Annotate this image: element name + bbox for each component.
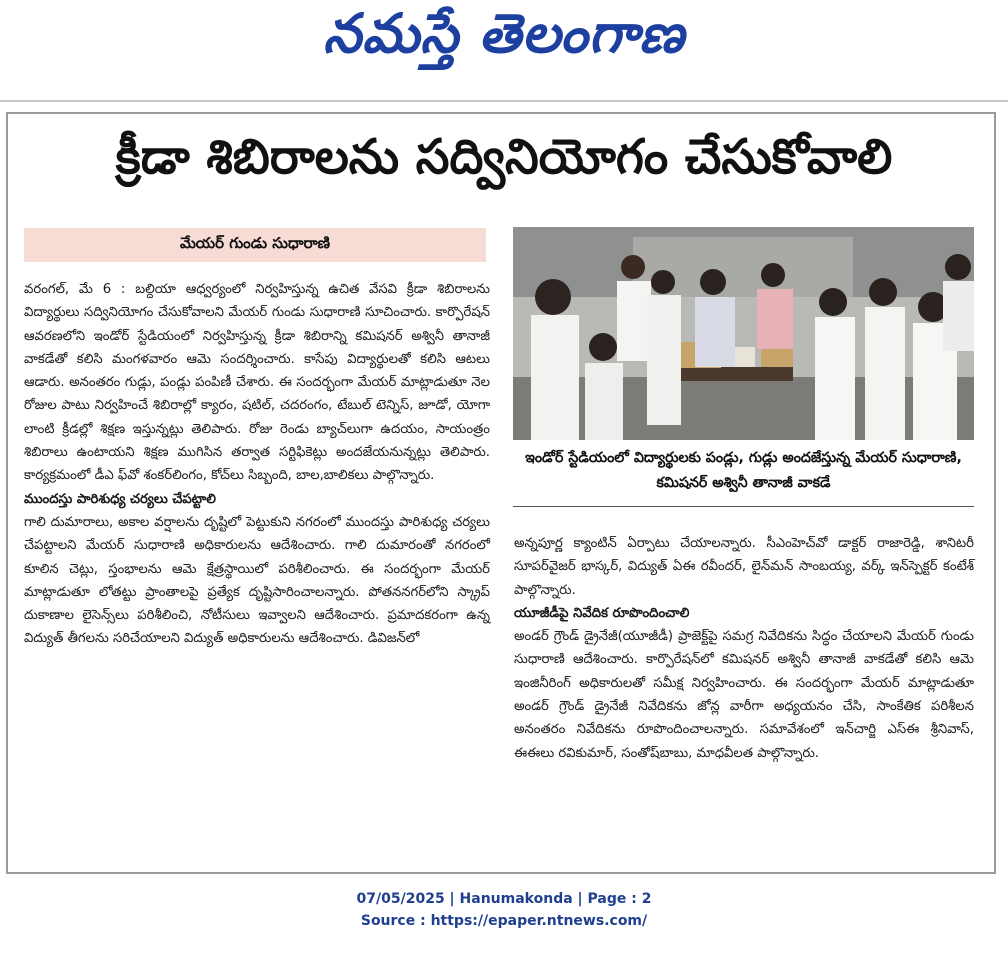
photo-caption: ఇండోర్ స్టేడియంలో విద్యార్థులకు పండ్లు, గుడ్లు అందజేస్తున్న మేయర్ సుధారాణి, కమిషనర్ అశ్వినీ తానాజీ వాకడే — [525, 450, 962, 491]
section-subhead: యూజీడీపై నివేదిక రూపొందించాలి — [514, 605, 690, 621]
newspaper-logo: నమస్తే తెలంగాణ — [323, 1, 685, 65]
masthead-divider — [0, 100, 1008, 102]
article-headline-box — [14, 122, 994, 204]
article-photo — [513, 227, 974, 440]
byline-box — [24, 228, 486, 262]
byline: మేయర్ గుండు సుధారాణి — [179, 234, 331, 252]
photo-illustration — [513, 227, 974, 440]
footer-source: Source : https://epaper.ntnews.com/ — [360, 913, 648, 929]
body-paragraph: వరంగల్, మే 6 : బల్దియా ఆధ్వర్యంలో నిర్వహిస్తున్న ఉచిత వేసవి క్రీడా శిబిరాలను విద్యార్థులు సద్వినియోగం చేసుకోవాలని మేయర్ గుండు సుధారాణి సూచించారు. కార్పొరేషన్ ఆవరణలోని ఇండోర్ స్టేడియంలో నిర్వహిస్తున్న క్రీడా శిబిరాన్ని కమిషనర్ అశ్వినీ తానాజీ వాకడేతో కలిసి మంగళవారం ఆమె సందర్శించారు. కాసేపు విద్యార్థులతో కలిసి ఆటలు ఆడారు. అనంతరం గుడ్లు, పండ్లు పంపిణీ చేశారు. ఈ సందర్భంగా మేయర్ మాట్లాడుతూ నెల రోజుల పాటు నిర్వహించే శిబిరాల్లో క్యారం, షటిల్, చదరంగం, టేబుల్ టెన్నిస్, జూడో, యోగా లాంటి క్రీడల్లో శిక్షణ ఇస్తున్నట్లు తెలిపారు. రోజు రెండు బ్యాచ్‌లుగా ఉదయం, సాయంత్రం శిబిరాలు ఉంటాయని శిక్షణ ముగిసిన తర్వాత సర్టిఫికెట్లు అందజేయనున్నట్లు తెలిపారు. కార్యక్రమంలో డీఎ ఫ్‌వో శంకర్‌లింగం, కోచ్‌లు సిబ్బంది, బాల,బాలికలు పాల్గొన్నారు. — [24, 282, 490, 484]
body-paragraph: అన్నపూర్ణ క్యాంటిన్ ఏర్పాటు చేయాలన్నారు. సీఎంహెచ్‌వో డాక్టర్ రాజారెడ్డి, శానిటరీ సూపర్‌వైజర్ భాస్కర్, విద్యుత్ ఏఈ రవీందర్, లైన్‌మన్ సాంబయ్య, వర్క్ ఇన్‌స్పెక్టర్ కంటేశ్ పాల్గొన్నారు. — [514, 536, 974, 598]
page-footer — [0, 888, 1008, 932]
masthead — [0, 0, 1008, 80]
caption-divider — [513, 506, 974, 507]
section-subhead: ముందస్తు పారిశుధ్య చర్యలు చేపట్టాలి — [24, 491, 216, 507]
article-headline: క్రీడా శిబిరాలను సద్వినియోగం చేసుకోవాలి — [115, 129, 893, 185]
left-column — [24, 278, 490, 651]
body-paragraph: అండర్ గ్రౌండ్ డ్రైనేజీ(యూజీడీ) ప్రాజెక్ట్‌పై సమగ్ర నివేదికను సిద్ధం చేయాలని మేయర్ గుండు సుధారాణి ఆదేశించారు. కార్పొరేషన్‌లో కమిషనర్ అశ్వినీ తానాజీ వాకడేతో కలిసి ఆమె ఇంజినీరింగ్ అధికారులతో సమీక్ష నిర్వహించారు. ఈ సందర్భంగా మేయర్ మాట్లాడుతూ అండర్ గ్రౌండ్ డ్రైనేజీ నివేదికను జోన్ల వారీగా అధ్యయనం చేసి, సాంకేతిక పరిశీలన అనంతరం నివేదికను రూపొందించాలన్నారు. సమావేశంలో ఇన్‌చార్జి ఎస్‌ఈ శ్రీనివాస్, ఈఈలు రవికుమార్, సంతోష్‌బాబు, మాధవీలత పాల్గొన్నారు. — [514, 629, 974, 761]
footer-date-edition: 07/05/2025 | Hanumakonda | Page : 2 — [356, 891, 652, 907]
right-column — [514, 532, 974, 765]
body-paragraph: గాలి దుమారాలు, అకాల వర్షాలను దృష్టిలో పెట్టుకుని నగరంలో ముందస్తు పారిశుధ్య చర్యలు చేపట్టాలని మేయర్ సుధారాణి అధికారులను ఆదేశించారు. గాలి దుమారంతో నగరంలో కూలిన చెట్లు, స్తంభాలను ఆమె క్షేత్రస్థాయిలో పరిశీలించారు. ఈ సందర్భంగా మేయర్ మాట్లాడుతూ లోతట్టు ప్రాంతాలపై ప్రత్యేక దృష్టిసారించాలన్నారు. పోతననగర్‌లోని స్క్రాప్ దుకాణాల లైసెన్స్‌లు పరిశీలించి, నోటీసులు ఇవ్వాలని ఆదేశించారు. ప్రమాదకరంగా ఉన్న విద్యుత్ తీగలను సరిచేయాలని విద్యుత్ అధికారులను ఆదేశించారు. డివిజన్‌లో — [24, 514, 490, 647]
